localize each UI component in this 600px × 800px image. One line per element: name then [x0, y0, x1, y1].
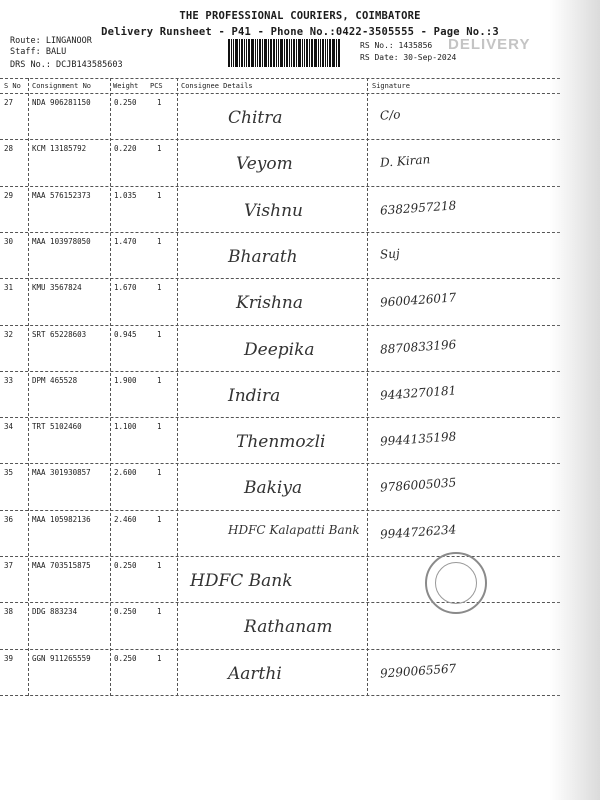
barcode-bar [248, 39, 250, 67]
col-header-consignment: Consignment No [32, 82, 92, 90]
row-sno: 37 [4, 561, 14, 570]
row-weight: 2.460 [114, 514, 137, 524]
row-pcs: 1 [157, 375, 162, 385]
barcode-bar [298, 39, 301, 67]
barcode [228, 39, 354, 67]
row-signature: 9944135198 [379, 429, 457, 449]
barcode-bar [306, 39, 308, 67]
row-pcs: 1 [157, 514, 162, 524]
row-consignee-name: Thenmozli [236, 432, 326, 453]
col-header-signature: Signature [372, 82, 410, 90]
barcode-bar [244, 39, 245, 67]
row-consignment-no: MAA 703515875 [32, 561, 91, 570]
row-consignment-no: TRT 5102460 [32, 422, 82, 432]
row-consignee-name: Veyom [236, 154, 293, 175]
row-divider [0, 649, 560, 650]
barcode-bar [259, 39, 261, 67]
row-sno: 34 [4, 422, 14, 432]
barcode-bar [280, 39, 283, 67]
row-weight: 1.670 [114, 283, 137, 293]
row-divider [0, 510, 560, 511]
row-pcs: 1 [157, 561, 162, 570]
col-header-sno: S No [4, 82, 21, 90]
row-weight: 1.470 [114, 236, 137, 246]
row-sno: 28 [4, 144, 14, 154]
row-divider [0, 371, 560, 372]
row-signature: 9600426017 [379, 290, 457, 310]
row-consignee-name: HDFC Kalapatti Bank [228, 522, 360, 537]
row-signature: 9290065567 [379, 660, 457, 681]
column-divider [28, 78, 29, 696]
row-consignment-no: NDA 906281150 [32, 98, 91, 107]
barcode-bar [302, 39, 303, 67]
row-weight: 1.900 [114, 375, 137, 385]
row-pcs: 1 [157, 422, 162, 432]
barcode-bar [304, 39, 305, 67]
barcode-bar [246, 39, 247, 67]
barcode-bar [273, 39, 275, 67]
row-weight: 1.100 [114, 422, 137, 432]
barcode-bar [264, 39, 267, 67]
col-header-pcs: PCS [150, 82, 163, 90]
barcode-bar [338, 39, 340, 67]
barcode-bar [314, 39, 317, 67]
barcode-bar [320, 39, 321, 67]
row-sno: 27 [4, 98, 14, 107]
row-signature: D. Kiran [379, 152, 431, 171]
row-consignee-name: Bakiya [244, 478, 303, 499]
page-fold-shadow [550, 0, 600, 800]
row-divider [0, 186, 560, 187]
barcode-bar [309, 39, 310, 67]
row-consignment-no: KCM 13185792 [32, 144, 87, 154]
row-signature: Suj [379, 246, 401, 262]
barcode-bar [327, 39, 328, 67]
barcode-bar [231, 39, 232, 67]
row-sno: 30 [4, 236, 14, 246]
barcode-bar [286, 39, 288, 67]
row-weight: 0.250 [114, 561, 137, 570]
row-consignee-name: HDFC Bank [190, 571, 293, 591]
col-header-weight: Weight [113, 82, 139, 90]
route-label: Route: LINGANOOR [10, 36, 92, 46]
barcode-bar [296, 39, 297, 67]
barcode-bar [276, 39, 277, 67]
row-sno: 31 [4, 283, 14, 293]
row-weight: 2.600 [114, 468, 137, 478]
row-weight: 0.250 [114, 607, 137, 617]
barcode-bar [329, 39, 331, 67]
row-divider [0, 417, 560, 418]
company-seal [425, 552, 487, 614]
barcode-bar [289, 39, 290, 67]
row-divider [0, 325, 560, 326]
barcode-bar [268, 39, 269, 67]
row-pcs: 1 [157, 144, 162, 154]
row-weight: 0.945 [114, 329, 137, 339]
row-divider [0, 139, 560, 140]
column-divider [367, 78, 368, 696]
barcode-bar [322, 39, 324, 67]
row-weight: 0.250 [114, 98, 137, 107]
row-sno: 36 [4, 514, 14, 524]
barcode-bar [332, 39, 335, 67]
header-rule [0, 93, 560, 94]
barcode-bar [255, 39, 256, 67]
row-divider [0, 232, 560, 233]
row-consignee-name: Indira [228, 385, 281, 406]
barcode-bar [241, 39, 243, 67]
row-sno: 29 [4, 190, 14, 200]
rs-number: RS No.: 1435856 [360, 41, 433, 50]
column-divider [177, 78, 178, 696]
row-signature: C/o [379, 107, 401, 123]
runsheet-title: Delivery Runsheet - P41 - Phone No.:0422-3505555 - Page No.:3 [101, 26, 499, 38]
row-consignment-no: MAA 301930857 [32, 468, 91, 478]
row-consignee-name: Vishnu [244, 200, 303, 221]
barcode-bar [278, 39, 279, 67]
row-consignment-no: MAA 103978050 [32, 236, 91, 246]
barcode-bar [235, 39, 238, 67]
row-pcs: 1 [157, 236, 162, 246]
barcode-bar [239, 39, 240, 67]
row-signature: 6382957218 [379, 197, 457, 218]
delivery-stamp: DELIVERY [448, 36, 531, 53]
row-consignment-no: DPM 465528 [32, 375, 78, 385]
barcode-bar [325, 39, 326, 67]
row-sno: 39 [4, 653, 14, 663]
row-pcs: 1 [157, 190, 162, 200]
row-weight: 1.035 [114, 190, 137, 200]
row-consignment-no: KMU 3567824 [32, 283, 82, 293]
row-pcs: 1 [157, 468, 162, 478]
row-sno: 32 [4, 329, 14, 339]
row-pcs: 1 [157, 98, 162, 107]
row-sno: 35 [4, 468, 14, 478]
col-header-consignee: Consignee Details [181, 82, 253, 90]
row-divider [0, 556, 560, 557]
row-signature: 9786005035 [379, 475, 457, 496]
row-consignee-name: Deepika [244, 339, 315, 360]
company-title: THE PROFESSIONAL COURIERS, COIMBATORE [179, 10, 421, 22]
row-consignment-no: SRT 65228603 [32, 329, 87, 339]
row-weight: 0.220 [114, 144, 137, 154]
row-consignment-no: GGN 911265559 [32, 653, 91, 663]
row-consignment-no: MAA 576152373 [32, 190, 91, 200]
row-sno: 38 [4, 607, 14, 617]
row-divider [0, 695, 560, 696]
row-signature: 9944726234 [379, 522, 457, 542]
barcode-bar [311, 39, 313, 67]
drs-number: DRS No.: DCJB143585603 [10, 60, 123, 70]
row-consignee-name: Rathanam [244, 617, 333, 638]
column-divider [110, 78, 111, 696]
rs-date: RS Date: 30-Sep-2024 [360, 53, 457, 62]
barcode-bar [251, 39, 254, 67]
row-consignment-no: MAA 105982136 [32, 514, 91, 524]
row-consignee-name: Bharath [228, 246, 298, 267]
row-pcs: 1 [157, 329, 162, 339]
barcode-bar [228, 39, 230, 67]
row-pcs: 1 [157, 607, 162, 617]
barcode-bar [233, 39, 234, 67]
barcode-bar [293, 39, 295, 67]
row-pcs: 1 [157, 283, 162, 293]
row-consignment-no: DDG 883234 [32, 607, 78, 617]
row-consignee-name: Chitra [228, 108, 283, 128]
staff-label: Staff: BALU [10, 47, 67, 57]
row-weight: 0.250 [114, 653, 137, 663]
table-top-rule [0, 78, 560, 79]
barcode-bar [262, 39, 263, 67]
barcode-bar [336, 39, 337, 67]
row-signature: 8870833196 [379, 336, 457, 357]
barcode-bar [270, 39, 272, 67]
row-consignee-name: Aarthi [228, 663, 282, 684]
barcode-bar [318, 39, 319, 67]
row-divider [0, 278, 560, 279]
row-divider [0, 463, 560, 464]
row-sno: 33 [4, 375, 14, 385]
barcode-bar [257, 39, 258, 67]
barcode-bar [284, 39, 285, 67]
row-signature: 9443270181 [379, 383, 457, 403]
row-pcs: 1 [157, 653, 162, 663]
barcode-bar [291, 39, 292, 67]
row-consignee-name: Krishna [236, 293, 304, 314]
